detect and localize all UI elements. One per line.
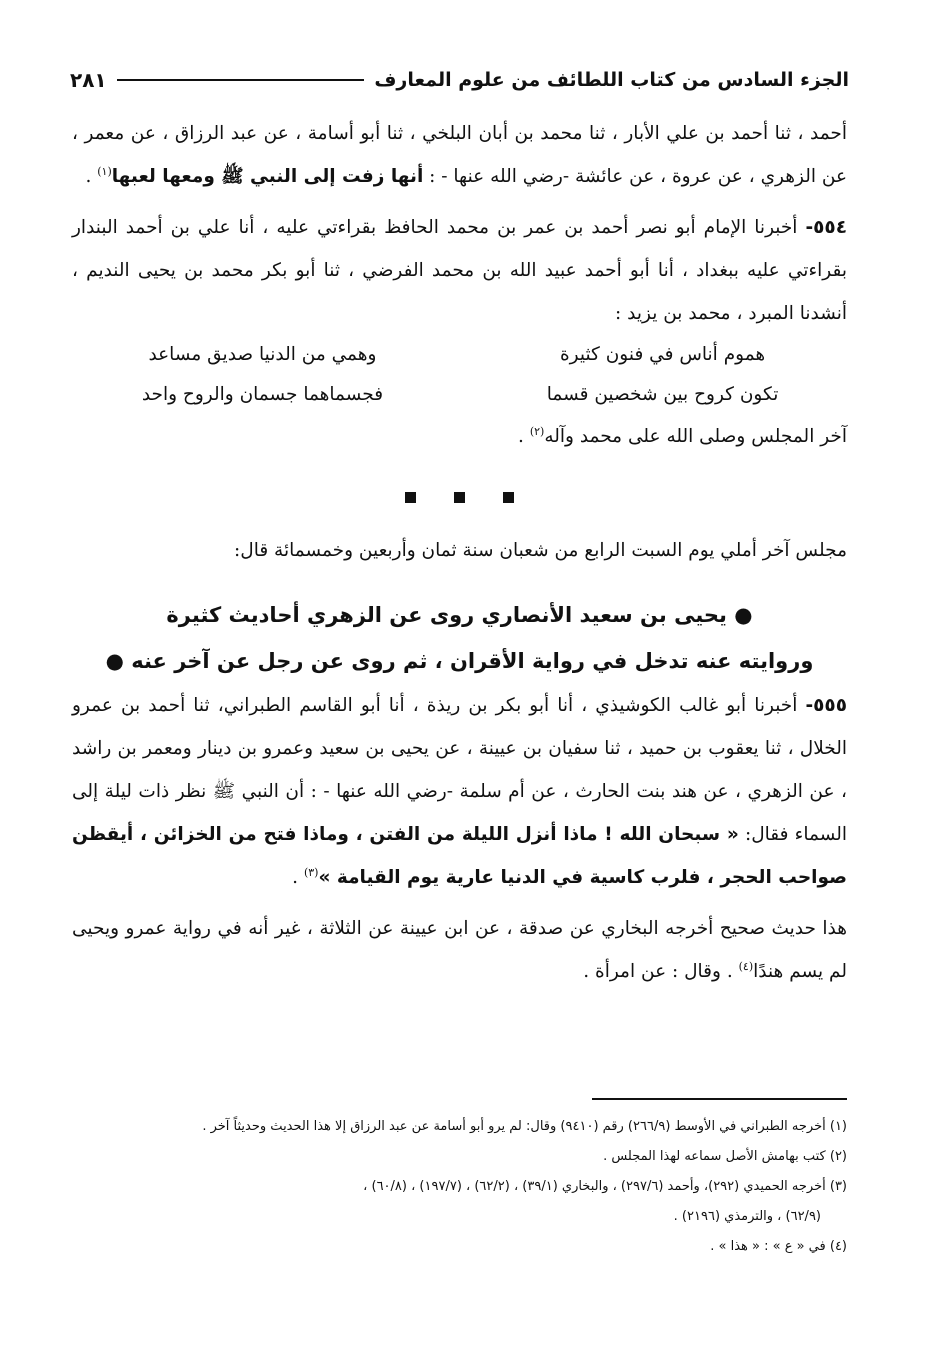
header-rule bbox=[117, 79, 365, 81]
running-header bbox=[70, 60, 849, 100]
footnote-4: (٤) في « ع » : « هذا » . bbox=[710, 1239, 847, 1254]
hadith-number: ٥٥٤- bbox=[805, 217, 847, 238]
paragraph-hadith-553 bbox=[72, 112, 847, 198]
separator-square bbox=[454, 492, 465, 503]
footnote-ref-1: (١) bbox=[97, 164, 112, 178]
paragraph-hadith-555 bbox=[72, 684, 847, 899]
period: . bbox=[518, 426, 530, 447]
footnote-3-continued: (٦٢/٩) ، والترمذي (٢١٩٦) . bbox=[673, 1209, 821, 1224]
narration-chain: أخبرنا الإمام أبو نصر أحمد بن عمر بن محمد الحافظ بقراءتي عليه ، أنا علي بن أحمد البندار بقراءتي عليه ببغداد ، أنا أبو أحمد عبيد الله بن محمد الفرضي ، ثنا أبو بكر محمد بن يحيى النديم ، أنشدنا المبرد ، محمد بن يزيد : bbox=[72, 217, 847, 324]
separator-square bbox=[405, 492, 416, 503]
hadith-number: ٥٥٥- bbox=[805, 695, 847, 716]
narration-chain: أحمد ، ثنا أحمد بن علي الأبار ، ثنا محمد بن أبان البلخي ، ثنا أبو أسامة ، عن عبد الرزاق ، عن معمر ، عن الزهري ، عن عروة ، عن عائشة -رضي الله عنها - : bbox=[72, 123, 847, 187]
verse-second-hemistich: فجسماهما جسمان والروح واحد bbox=[141, 384, 384, 405]
hadith-text: « سبحان الله ! ماذا أنزل الليلة من الفتن ، وماذا فتح من الخزائن ، أيقظن صواحب الحجر ، فلرب كاسية في الدنيا عارية يوم القيامة » bbox=[72, 824, 847, 888]
verse-second-hemistich: وهمي من الدنيا صديق مساعد bbox=[148, 344, 377, 365]
footnote-ref-3: (٣) bbox=[303, 865, 319, 879]
chapter-heading bbox=[72, 592, 847, 684]
commentary-text: هذا حديث صحيح أخرجه البخاري عن صدقة ، عن ابن عيينة عن الثلاثة ، غير أنه في رواية عمرو ويحيى لم يسم هندًا bbox=[72, 918, 847, 982]
session-intro: مجلس آخر أملي يوم السبت الرابع من شعبان سنة ثمان وأربعين وخمسمائة قال: bbox=[234, 540, 847, 561]
footnote-ref-4: (٤) bbox=[738, 959, 754, 973]
footnote-ref-2: (٢) bbox=[529, 424, 545, 438]
footnote-divider bbox=[592, 1098, 847, 1100]
narration-chain: أخبرنا أبو غالب الكوشيذي ، أنا أبو بكر بن ريذة ، أنا أبو القاسم الطبراني، ثنا أحمد بن عمرو الخلال ، ثنا يعقوب بن حميد ، ثنا سفيان بن عيينة ، عن يحيى بن سعيد وعمرو بن دينار ومعمر بن راشد ، عن الزهري ، عن هند بنت الحارث ، عن أم سلمة -رضي الله عنها - : أن النبي ﷺ نظر ذات ليلة إلى السماء فقال: bbox=[72, 695, 847, 845]
chapter-heading-line-1: ● يحيى بن سعيد الأنصاري روى عن الزهري أحاديث كثيرة bbox=[166, 603, 753, 627]
closing-text: آخر المجلس وصلى الله على محمد وآله bbox=[544, 426, 847, 447]
header-title: الجزء السادس من كتاب اللطائف من علوم المعارف bbox=[374, 69, 849, 91]
section-separator bbox=[72, 492, 847, 503]
paragraph-hadith-554 bbox=[72, 206, 847, 335]
session-closing bbox=[72, 415, 847, 458]
hadith-text: أنها زفت إلى النبي ﷺ ومعها لعبها bbox=[111, 166, 424, 187]
commentary-end: . وقال : عن امرأة . bbox=[583, 961, 739, 982]
separator-square bbox=[503, 492, 514, 503]
poem-verse bbox=[92, 375, 833, 415]
footnote-3: (٣) أخرجه الحميدي (٢٩٢)، وأحمد (٢٩٧/٦) ، والبخاري (٣٩/١) ، (٦٢/٢) ، (١٩٧/٧) ، (٦٠/٨) ، bbox=[363, 1179, 847, 1194]
verse-first-hemistich: تكون كروح بين شخصين قسما bbox=[546, 384, 779, 405]
poem-verse bbox=[92, 335, 833, 375]
footnote-2: (٢) كتب بهامش الأصل سماعه لهذا المجلس . bbox=[603, 1149, 847, 1164]
period: . bbox=[292, 867, 304, 888]
footnote-1: (١) أخرجه الطبراني في الأوسط (٢٦٦/٩) رقم (٩٤١٠) وقال: لم يرو أبو أسامة عن عبد الرزاق إلا هذا الحديث وحديثاً آخر . bbox=[202, 1119, 847, 1134]
footnotes bbox=[72, 1112, 847, 1262]
poem bbox=[72, 335, 847, 415]
period: . bbox=[85, 166, 98, 187]
chapter-heading-line-2: وروايته عنه تدخل في رواية الأقران ، ثم روى عن رجل عن آخر عنه ● bbox=[105, 649, 814, 673]
verse-first-hemistich: هموم أناس في فنون كثيرة bbox=[559, 344, 766, 365]
paragraph-commentary bbox=[72, 907, 847, 993]
main-text bbox=[72, 112, 847, 993]
page-number: ٢٨١ bbox=[70, 68, 107, 92]
